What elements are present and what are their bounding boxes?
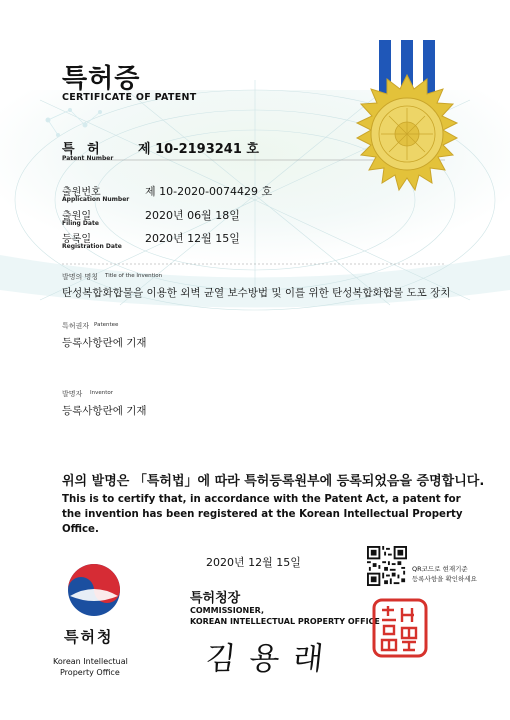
- gold-seal: [345, 40, 495, 210]
- patent-number-label-en: Patent Number: [62, 155, 114, 162]
- certificate-title-ko: 특허증: [62, 64, 141, 94]
- application-number-label-ko: 출원번호: [62, 187, 101, 198]
- registration-date-label-ko: 등록일: [62, 234, 91, 245]
- official-stamp: [372, 598, 428, 658]
- registration-date-value: 2020년 12월 15일: [145, 232, 240, 245]
- inventor-label-en: Inventor: [90, 390, 114, 396]
- certification-statement-ko: 위의 발명은 「특허법」에 따라 특허등록원부에 등록되었음을 증명합니다.: [62, 474, 485, 489]
- application-number-value: 제 10-2020-0074429 호: [145, 185, 273, 198]
- patent-number-value: 제 10-2193241 호: [138, 142, 259, 157]
- filing-date-value: 2020년 06월 18일: [145, 209, 240, 222]
- patentee-value: 등록사항란에 기재: [62, 337, 147, 349]
- office-name-ko: 특허청: [64, 628, 114, 646]
- qr-note-line2: 등록사항을 확인하세요: [412, 575, 477, 583]
- commissioner-signature: 김 용 래: [203, 641, 328, 677]
- inventor-value: 등록사항란에 기재: [62, 405, 147, 417]
- patentee-label-ko: 특허권자: [62, 322, 90, 330]
- issue-date: 2020년 12월 15일: [206, 556, 301, 569]
- registration-date-label-en: Registration Date: [62, 243, 122, 250]
- filing-date-label-ko: 출원일: [62, 211, 91, 222]
- taegeuk-logo-icon: [66, 562, 122, 618]
- filing-date-label-en: Filing Date: [62, 220, 99, 227]
- qr-note-line1: QR코드로 현재기준: [412, 565, 468, 573]
- commissioner-title-en-line1: COMMISSIONER,: [190, 606, 265, 615]
- invention-title-label-en: Title of the Invention: [105, 273, 163, 279]
- invention-title-value: 탄성복합화합물을 이용한 외벽 균열 보수방법 및 이를 위한 탄성복합화합물 도포 장치: [62, 287, 451, 299]
- certificate-title-en: CERTIFICATE OF PATENT: [62, 92, 197, 103]
- office-name-en-line1: Korean Intellectual: [53, 657, 128, 666]
- application-number-label-en: Application Number: [62, 196, 130, 203]
- patent-number-label-ko: 특 허: [62, 142, 104, 157]
- certification-statement-en: This is to certify that, in accordance with the Patent Act, a patent for the invention has been registered at the Korean Intellectual Property Office.: [62, 494, 463, 535]
- office-name-en-line2: Property Office: [60, 668, 120, 677]
- invention-title-label-ko: 발명의 명칭: [62, 273, 99, 281]
- patentee-label-en: Patentee: [94, 322, 119, 328]
- inventor-label-ko: 발명자: [62, 390, 83, 398]
- commissioner-title-en-line2: KOREAN INTELLECTUAL PROPERTY OFFICE: [190, 617, 380, 626]
- qr-code[interactable]: [367, 546, 407, 586]
- commissioner-title-ko: 특허청장: [190, 591, 241, 606]
